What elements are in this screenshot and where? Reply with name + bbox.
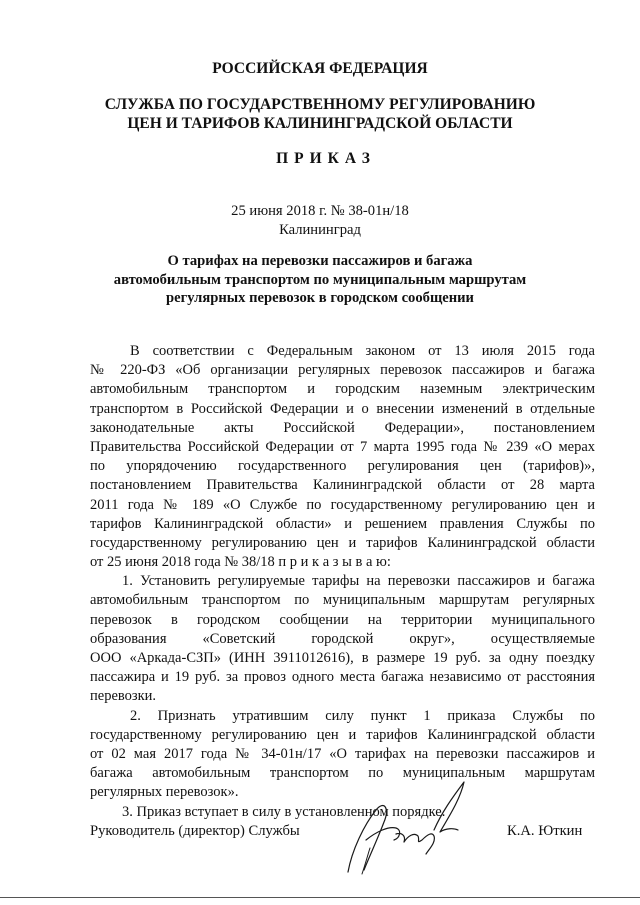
subject-line1: О тарифах на перевозки пассажиров и багажа [167,253,473,269]
body-line: тарифов Калининградской области» и решением правления Службы по [90,515,595,532]
body-line: перевозок в городском сообщении на территории муниципального [90,611,595,628]
body-line: государственному регулированию цен и тарифов Калининградской области [90,726,595,743]
signatory-position: Руководитель (директор) Службы [90,823,300,839]
body-line: автомобильным транспортом по муниципальным маршрутам регулярных [90,592,595,609]
body-line: государственному регулированию цен и тарифов Калининградской области [90,534,595,551]
body-line: перевозки. [90,688,157,705]
body-line: ООО «Аркада-СЗП» (ИНН 3911012616), в размере 19 руб. за одну поездку [90,650,595,666]
body-line: 3. Приказ вступает в силу в установленном порядке. [122,803,446,820]
body-line: В соответствии с Федеральным законом от 13 июля 2015 года [130,343,595,359]
body-line: от 25 июня 2018 года № 38/18 п р и к а з ы в а ю: [90,554,391,571]
date-number: 25 июня 2018 г. № 38-01н/18 [231,203,409,219]
body-line: транспортом в Российской Федерации и о внесении изменений в отдельные [90,400,595,417]
body-line: от 02 мая 2017 года № 34-01н/17 «О тарифах на перевозки пассажиров и [90,745,595,762]
city: Калининград [279,222,361,238]
body-line: № 220-ФЗ «Об организации регулярных перевозок пассажиров и багажа [90,362,595,379]
body-line: Правительства Российской Федерации от 7 марта 1995 года № 239 «О мерах [90,438,595,455]
handwritten-signature [330,770,490,880]
subject-line3: регулярных перевозок в городском сообщении [166,290,474,306]
body-line: регулярных перевозок». [90,784,239,801]
order-body [90,342,595,822]
body-line: 2. Признать утратившим силу пункт 1 приказа Службы по [130,707,595,724]
body-line: 2011 года № 189 «О Службе по государственному регулированию цен и [90,496,595,513]
body-line: постановлением Правительства Калининградской области от 28 марта [90,477,595,494]
subject-line2: автомобильным транспортом по муниципальным маршрутам [113,272,527,288]
body-line: багажа автомобильным транспортом по муниципальным маршрутам [90,765,595,782]
body-line: 1. Установить регулируемые тарифы на перевозки пассажиров и багажа [122,573,595,590]
body-line: законодательные акты Российской Федерации», постановлением [90,419,595,436]
body-line: образования «Советский городской округ», осуществляемые [90,630,595,647]
doc-type-title: ПРИКАЗ [276,150,376,167]
body-line: автомобильным транспортом и городским наземным электрическим [90,381,595,398]
agency-title-line2: ЦЕН И ТАРИФОВ КАЛИНИНГРАДСКОЙ ОБЛАСТИ [127,115,513,132]
body-line: по упорядочению государственного регулирования цен (тарифов)», [90,458,595,475]
body-line: пассажира и 19 руб. за провоз одного места багажа независимо от расстояния [90,669,595,686]
signatory-name: К.А. Юткин [507,823,583,839]
agency-title-line1: СЛУЖБА ПО ГОСУДАРСТВЕННОМУ РЕГУЛИРОВАНИЮ [104,96,536,113]
country-title: РОССИЙСКАЯ ФЕДЕРАЦИЯ [212,60,428,77]
page-bottom-rule [0,897,640,898]
